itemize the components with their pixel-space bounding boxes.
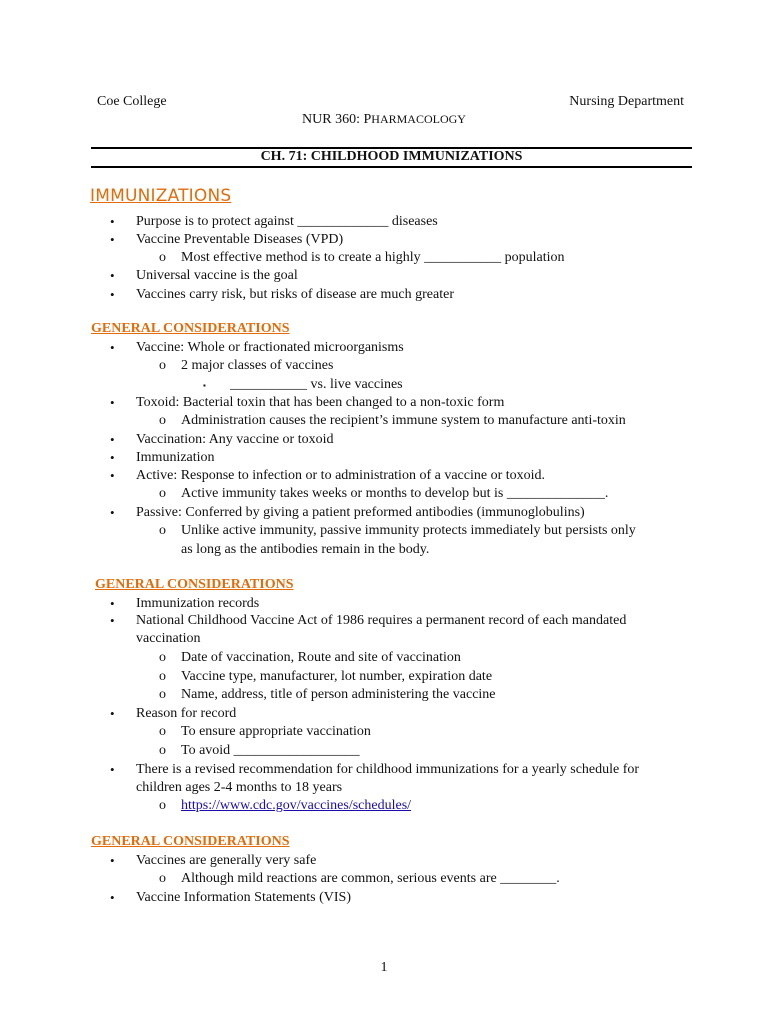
list-item: Reason for record [136,706,237,721]
list-subitem: Vaccine type, manufacturer, lot number, expiration date [181,669,493,684]
bullet-marker: • [110,395,115,410]
list-subitem: Active immunity takes weeks or months to develop but is ______________. [181,486,609,501]
cdc-schedules-link[interactable]: https://www.cdc.gov/vaccines/schedules/ [181,798,412,813]
bullet-marker: • [110,853,115,868]
list-subitem: Administration causes the recipient’s immune system to manufacture anti-toxin [181,413,626,428]
list-subsubitem: ___________ vs. live vaccines [230,377,403,392]
bottom-rule [91,166,692,168]
sub-bullet-marker: o [159,743,166,758]
list-subitem: To ensure appropriate vaccination [181,724,371,739]
list-item: Toxoid: Bacterial toxin that has been changed to a non-toxic form [136,395,505,410]
list-subitem: Although mild reactions are common, serious events are ________. [181,871,560,886]
general-considerations-heading: GENERAL CONSIDERATIONS [91,321,290,336]
course-title [0,112,768,128]
bullet-marker: • [110,232,115,247]
bullet-marker: • [110,268,115,283]
sub-bullet-marker: o [159,798,166,813]
bullet-marker: • [110,890,115,905]
sub-bullet-marker: o [159,650,166,665]
college-name: Coe College [97,94,167,109]
list-item: Vaccines carry risk, but risks of disease are much greater [136,287,454,302]
list-item: Vaccine Preventable Diseases (VPD) [136,232,344,247]
chapter-title: CH. 71: CHILDHOOD IMMUNIZATIONS [260,149,523,164]
bullet-marker: • [110,468,115,483]
list-item: Immunization [136,450,215,465]
list-item: Vaccines are generally very safe [136,853,317,868]
bullet-marker: • [110,450,115,465]
list-subitem: Name, address, title of person administering the vaccine [181,687,496,702]
list-item: There is a revised recommendation for childhood immunizations for a yearly schedule for [136,762,640,777]
list-item-continuation: vaccination [136,631,201,646]
list-item: National Childhood Vaccine Act of 1986 requires a permanent record of each mandated [136,613,627,628]
general-considerations-heading: GENERAL CONSIDERATIONS [95,577,294,592]
bullet-marker: • [110,762,115,777]
sub-bullet-marker: o [159,669,166,684]
list-item: Purpose is to protect against _____________ diseases [136,214,438,229]
list-subitem: Unlike active immunity, passive immunity protects immediately but persists only [181,523,636,538]
general-considerations-heading: GENERAL CONSIDERATIONS [91,834,290,849]
list-item: Universal vaccine is the goal [136,268,298,283]
sub-bullet-marker: o [159,358,166,373]
list-item: Passive: Conferred by giving a patient preformed antibodies (immunoglobulins) [136,505,585,520]
list-subitem: 2 major classes of vaccines [181,358,334,373]
list-item: Immunization records [136,596,260,611]
list-item: Active: Response to infection or to administration of a vaccine or toxoid. [136,468,546,483]
immunizations-heading: IMMUNIZATIONS [90,186,232,206]
page-number: 1 [380,960,388,975]
sub-bullet-marker: o [159,687,166,702]
sub-bullet-marker: o [159,871,166,886]
bullet-marker: • [110,505,115,520]
bullet-marker: • [110,340,115,355]
department-name: Nursing Department [569,94,684,109]
sub-bullet-marker: o [159,486,166,501]
bullet-marker: • [110,214,115,229]
sub-bullet-marker: o [159,724,166,739]
square-bullet-marker: ▪ [203,381,206,390]
sub-bullet-marker: o [159,413,166,428]
list-subitem: Most effective method is to create a highly ___________ population [181,250,565,265]
bullet-marker: • [110,706,115,721]
list-item-continuation: children ages 2-4 months to 18 years [136,780,343,795]
list-item: Vaccine: Whole or fractionated microorganisms [136,340,404,355]
list-subitem: Date of vaccination, Route and site of vaccination [181,650,461,665]
bullet-marker: • [110,432,115,447]
sub-bullet-marker: o [159,250,166,265]
sub-bullet-marker: o [159,523,166,538]
bullet-marker: • [110,613,115,628]
course-rest: HARMACOLOGY [371,112,466,126]
list-item: Vaccine Information Statements (VIS) [136,890,351,905]
list-subitem-continuation: as long as the antibodies remain in the body. [181,542,430,557]
list-item: Vaccination: Any vaccine or toxoid [136,432,334,447]
list-subitem: To avoid __________________ [181,743,360,758]
course-prefix: NUR 360: P [302,112,372,127]
bullet-marker: • [110,596,115,611]
bullet-marker: • [110,287,115,302]
